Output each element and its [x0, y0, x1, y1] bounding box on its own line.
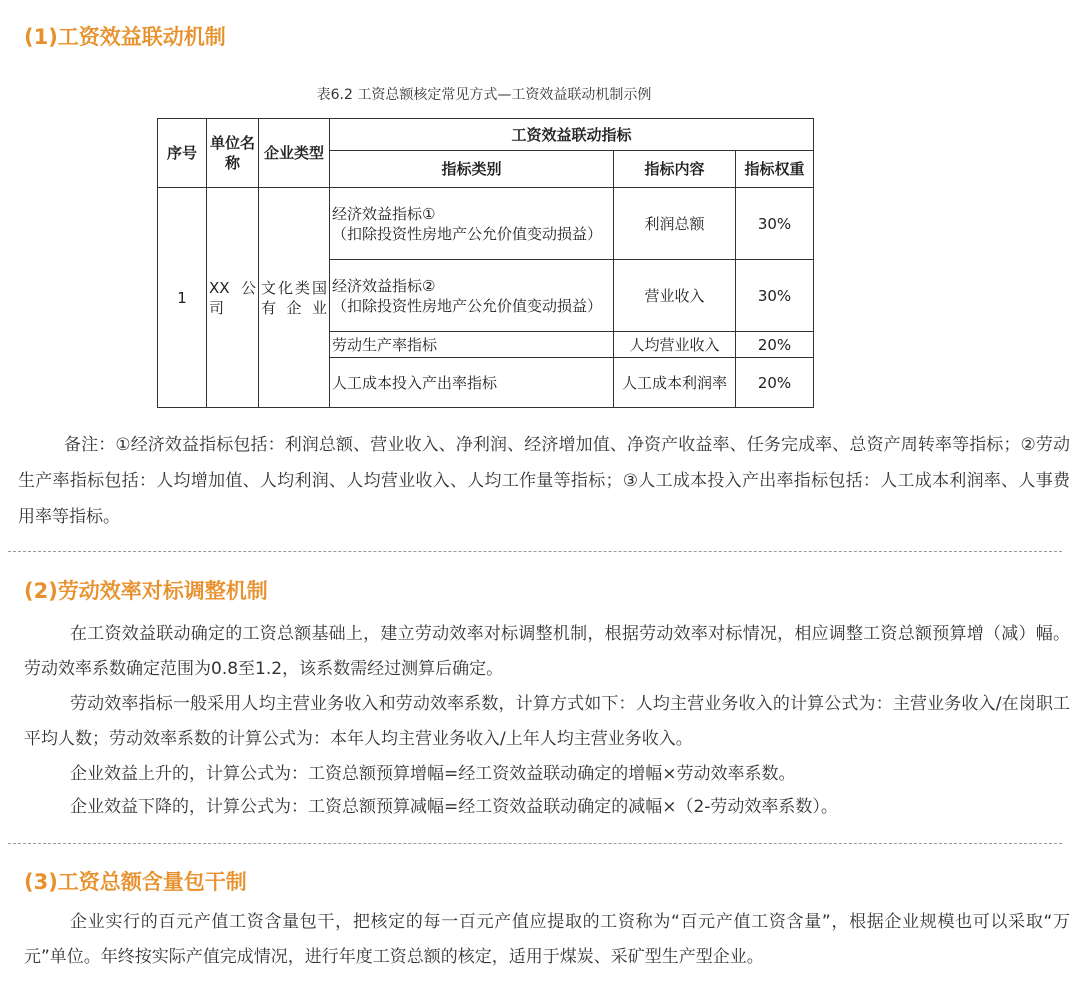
cell-weight: 30%: [736, 188, 814, 260]
section2-heading: (2)劳动效率对标调整机制: [24, 579, 268, 603]
cell-category: 人工成本投入产出率指标: [330, 358, 614, 408]
header-type: 企业类型: [259, 119, 330, 188]
table-caption: 表6.2 工资总额核定常见方式—工资效益联动机制示例: [316, 87, 652, 103]
cell-content: 营业收入: [614, 260, 736, 332]
header-group: 工资效益联动指标: [330, 119, 814, 151]
cell-category: 劳动生产率指标: [330, 332, 614, 358]
table-note: 备注：①经济效益指标包括：利润总额、营业收入、净利润、经济增加值、净资产收益率、任务完成率、总资产周转率等指标；②劳动生产率指标包括：人均增加值、人均利润、人均营业收入、人均工作量等指标；③人工成本投入产出率指标包括：人工成本利润率、人事费用率等指标。: [18, 435, 1070, 527]
section1-heading: (1)工资效益联动机制: [24, 25, 226, 49]
header-unit: 单位名称: [207, 119, 259, 188]
wage-linkage-table: [157, 118, 814, 408]
cell-weight: 20%: [736, 332, 814, 358]
cell-category: 经济效益指标② （扣除投资性房地产公允价值变动损益）: [330, 260, 614, 332]
cell-type: 文化类国有企业: [259, 188, 330, 408]
cell-unit: XX 公司: [207, 188, 259, 408]
header-seq: 序号: [158, 119, 207, 188]
cell-category: 经济效益指标① （扣除投资性房地产公允价值变动损益）: [330, 188, 614, 260]
divider: [8, 551, 1062, 552]
cell-content: 人工成本利润率: [614, 358, 736, 408]
section3-heading: (3)工资总额含量包干制: [24, 870, 247, 894]
header-content: 指标内容: [614, 151, 736, 188]
divider: [8, 843, 1062, 844]
section3-paragraph: 企业实行的百元产值工资含量包干，把核定的每一百元产值应提取的工资称为“百元产值工资含量”，根据企业规模也可以采取“万元”单位。年终按实际产值完成情况，进行年度工资总额的核定，适用于煤炭、采矿型生产型企业。: [24, 912, 1070, 967]
cell-content: 人均营业收入: [614, 332, 736, 358]
cell-weight: 30%: [736, 260, 814, 332]
header-category: 指标类别: [330, 151, 614, 188]
cell-weight: 20%: [736, 358, 814, 408]
cell-seq: 1: [158, 188, 207, 408]
cell-content: 利润总额: [614, 188, 736, 260]
header-weight: 指标权重: [736, 151, 814, 188]
section2-paragraph: 在工资效益联动确定的工资总额基础上，建立劳动效率对标调整机制，根据劳动效率对标情况，相应调整工资总额预算增（减）幅。劳动效率系数确定范围为0.8至1.2，该系数需经过测算后确定。: [24, 624, 1070, 679]
section2-paragraph: 劳动效率指标一般采用人均主营业务收入和劳动效率系数，计算方式如下：人均主营业务收入的计算公式为：主营业务收入/在岗职工平均人数；劳动效率系数的计算公式为：本年人均主营业务收入/上年人均主营业务收入。: [24, 694, 1070, 749]
section2-paragraph: 企业效益上升的，计算公式为：工资总额预算增幅=经工资效益联动确定的增幅×劳动效率系数。: [70, 764, 796, 784]
section2-paragraph: 企业效益下降的，计算公式为：工资总额预算减幅=经工资效益联动确定的减幅×（2-劳动效率系数）。: [70, 797, 838, 817]
table-row: [158, 188, 814, 260]
